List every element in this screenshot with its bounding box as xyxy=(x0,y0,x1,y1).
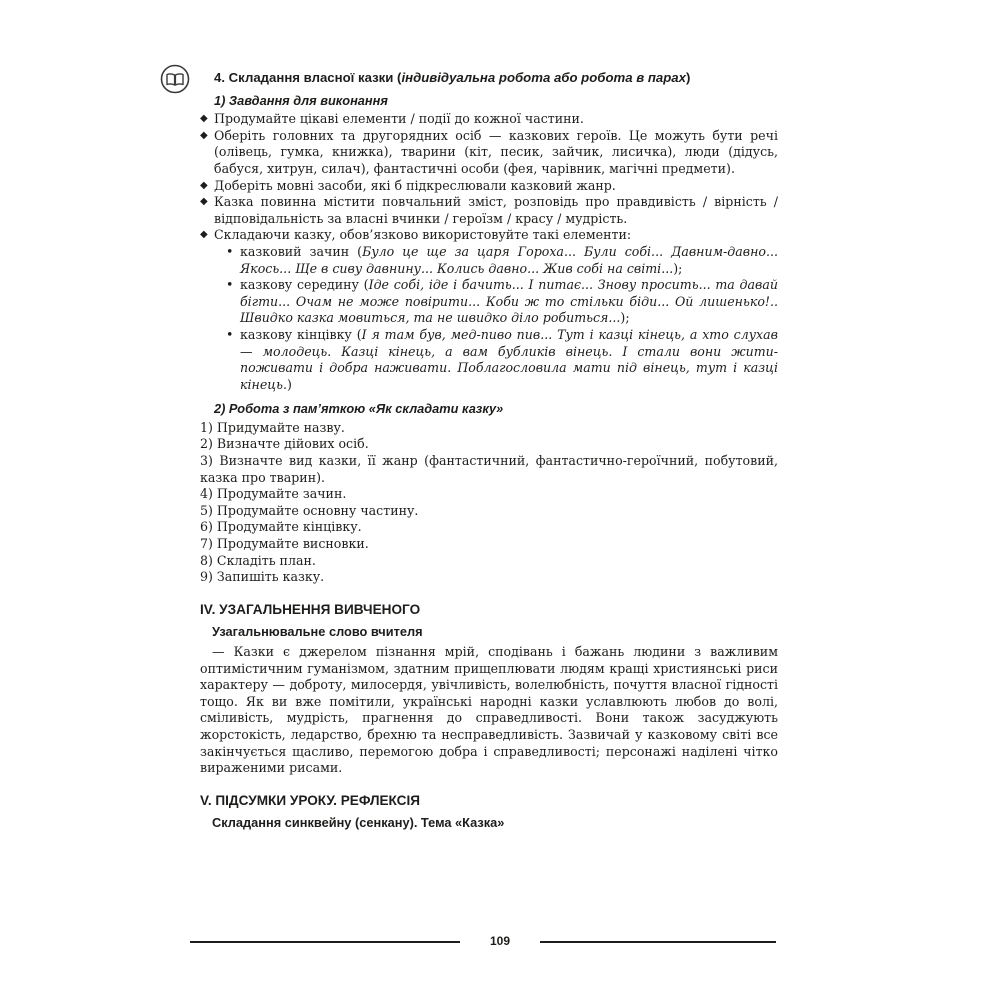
sublist-item-end: ); xyxy=(620,310,630,326)
step-item: 8) Складіть план. xyxy=(200,552,316,568)
task-bullet-list xyxy=(200,111,778,393)
step-item: 3) Визначте вид казки, її жанр (фантастичний, фантастично-героїчний, побутовий, казка про тварин). xyxy=(200,453,778,485)
teacher-paragraph: — Казки є джерелом пізнання мрій, сподівань і бажань людини з важливим оптимістичним гуманізмом, здатним прищеплювати людям кращі християнські риси характеру — доброту, милосердя, увічливість, волелюбність, почуття власної гідності тощо. Як ви вже помітили, українські народні казки уславлюють любов до волі, сміливість, мудрість, прагнення до справедливості. Вони також засуджують жорстокість, ледарство, брехню та несправедливість. Зазвичай у казковому світі все закінчується щасливо, перемогою добра і справедливості; персонажі наділені чітко вираженими рисами. xyxy=(200,644,778,776)
task4-subtitle1: 1) Завдання для виконання xyxy=(214,92,388,108)
task4-subtitle2: 2) Робота з пам’яткою «Як складати казку» xyxy=(214,401,504,417)
list-item: ◆ Казка повинна містити повчальний зміст, розповідь про правдивість / вірність / відповідальність за власні вчинки / героїзм / красу / мудрість. xyxy=(200,194,778,227)
sublist-item-example: Було це ще за царя Гороха... Були собі... Давним-давно... Якось... Ще в сиву давнину... Колись давно... Жив собі на світі... xyxy=(240,243,778,276)
content-column xyxy=(200,70,778,835)
step-item: 1) Придумайте назву. xyxy=(200,419,345,435)
step-item: 4) Продумайте зачин. xyxy=(200,486,347,502)
task4-heading xyxy=(214,70,778,87)
sublist-item xyxy=(214,277,778,327)
list-item: ◆ Доберіть мовні засоби, які б підкреслювали казковий жанр. xyxy=(200,178,778,195)
element-sublist xyxy=(214,244,778,393)
sublist-item-lead: казкову середину ( xyxy=(240,277,369,293)
step-item: 9) Запишіть казку. xyxy=(200,569,325,585)
sublist-item-lead: казкову кінцівку ( xyxy=(240,326,362,342)
sublist-item xyxy=(214,244,778,277)
footer-rule-right xyxy=(540,941,776,943)
sublist-item-example: Іде собі, іде і бачить... І питає... Знову просить... та давай бігти... Очам не може повірити... Коби ж то стільки біди... Ой лишенько!.. Швидко казка мовиться, та не швидко діло робиться... xyxy=(240,277,778,326)
sublist-item-end: ); xyxy=(673,260,683,276)
page-number: 109 xyxy=(489,934,511,948)
open-book-icon xyxy=(160,64,190,94)
footer-rule-left xyxy=(190,941,460,943)
step-item: 7) Продумайте висновки. xyxy=(200,536,369,552)
section5-subtitle: Складання синквейну (сенкану). Тема «Казка» xyxy=(212,815,505,831)
sublist-item-example: І я там був, мед-пиво пив... Тут і казці кінець, а хто слухав — молодець. Казці кінець, а вам бубликів вінець. І стали вони жити-поживати і добра наживати. Поблагословила мати під вінець, тут і казці кінець. xyxy=(240,326,778,392)
task4-heading-end: ) xyxy=(685,70,691,85)
task4-heading-italic: індивідуальна робота або робота в парах xyxy=(401,70,686,85)
section5-title: V. ПІДСУМКИ УРОКУ. РЕФЛЕКСІЯ xyxy=(200,792,421,808)
list-item: ◆ Оберіть головних та другорядних осіб — казкових героїв. Це можуть бути речі (олівець, гумка, книжка), тварини (кіт, песик, зайчик, лисичка), люди (дідусь, бабуся, хитрун, силач), фантастичні особи (фея, чарівник, магічні предмети). xyxy=(200,128,778,178)
sublist-item-end: ) xyxy=(286,376,292,392)
section4-title: IV. УЗАГАЛЬНЕННЯ ВИВЧЕНОГО xyxy=(200,601,421,617)
list-item xyxy=(200,227,778,393)
sublist-item-lead: казковий зачин ( xyxy=(240,243,363,259)
list-item-text: Складаючи казку, обов’язково використовуйте такі елементи: xyxy=(214,227,632,243)
step-item: 6) Продумайте кінцівку. xyxy=(200,519,362,535)
task4-heading-lead: 4. Складання власної казки ( xyxy=(214,70,402,85)
step-item: 5) Продумайте основну частину. xyxy=(200,502,419,518)
section4-subtitle: Узагальнювальне слово вчителя xyxy=(212,624,423,640)
step-item: 2) Визначте дійових осіб. xyxy=(200,436,369,452)
sublist-item xyxy=(214,327,778,393)
list-item: ◆ Продумайте цікаві елементи / події до кожної частини. xyxy=(200,111,778,128)
steps-list xyxy=(200,420,778,586)
